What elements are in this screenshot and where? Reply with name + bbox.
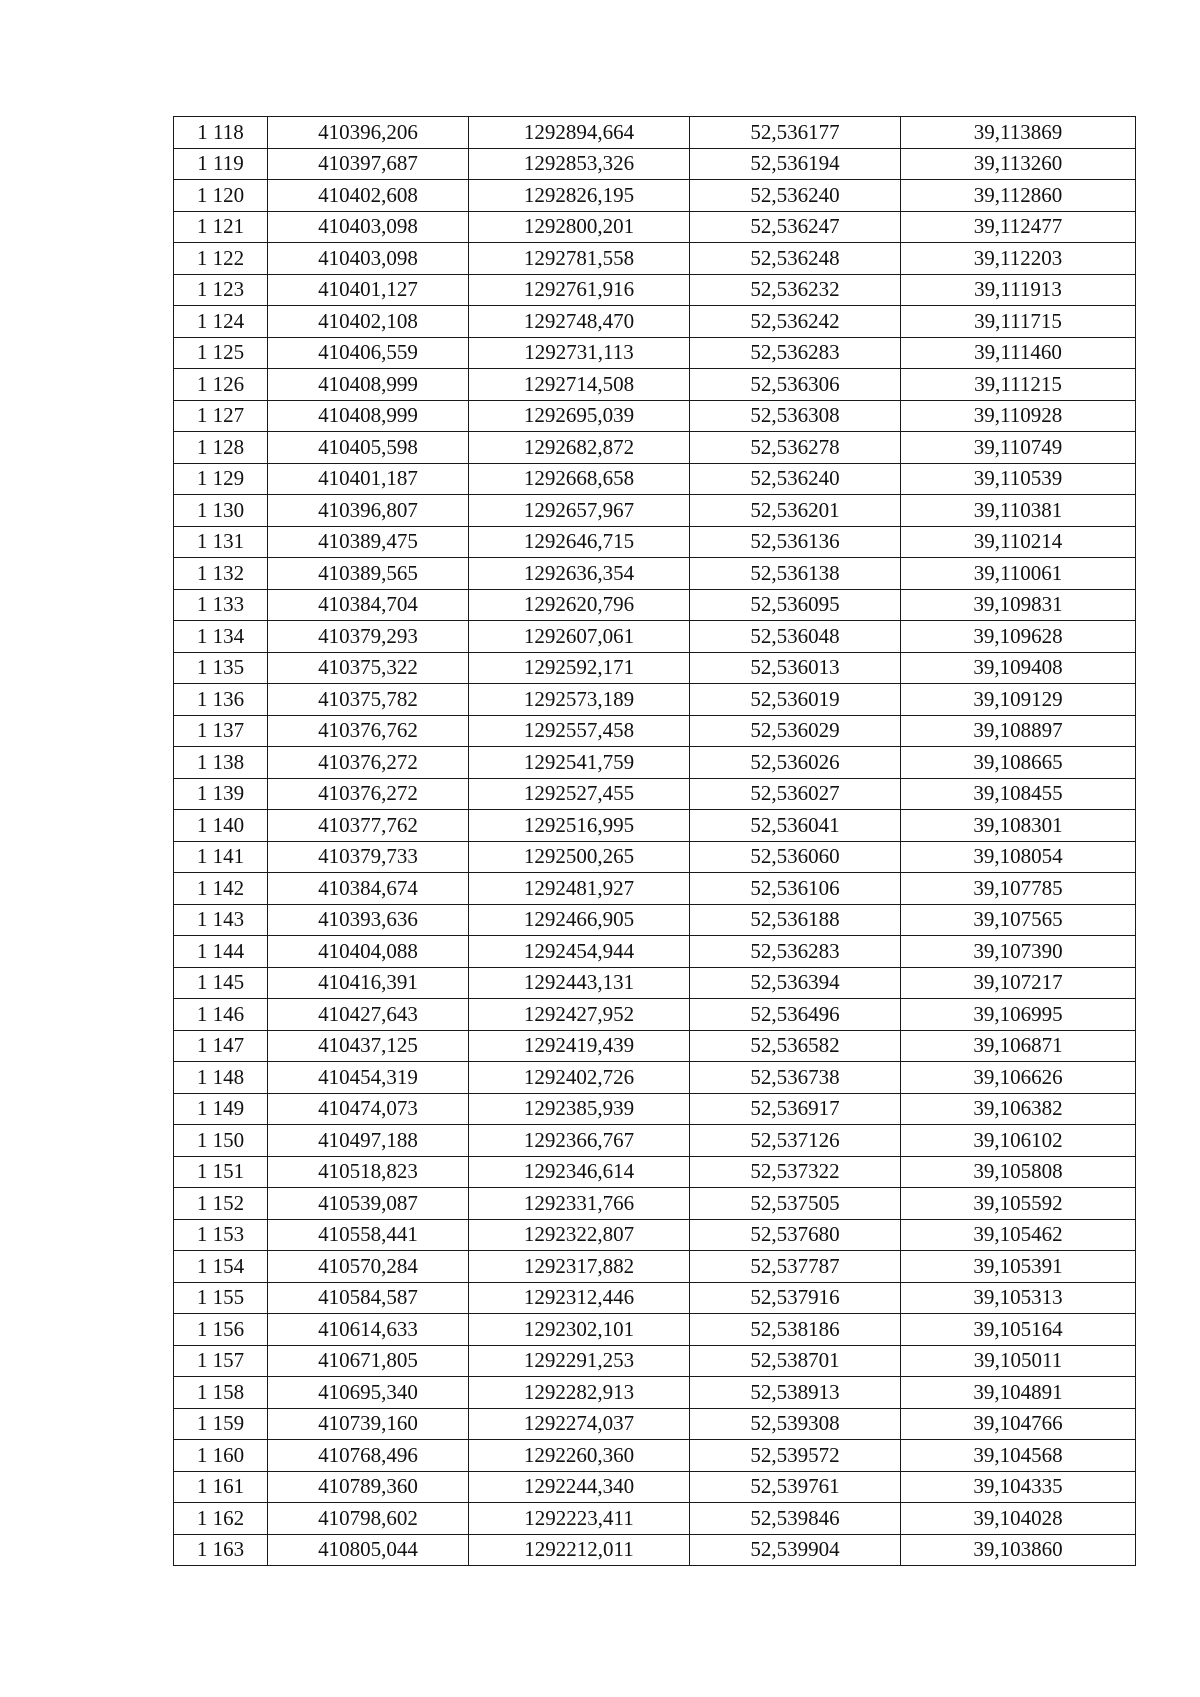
latitude-cell: 52,536029	[690, 715, 901, 747]
table-row	[174, 1377, 1136, 1409]
table-row	[174, 621, 1136, 653]
y-coordinate-cell: 1292657,967	[469, 495, 690, 527]
point-number-cell: 1 120	[174, 180, 268, 212]
y-coordinate-cell: 1292620,796	[469, 589, 690, 621]
y-coordinate-cell: 1292714,508	[469, 369, 690, 401]
table-row	[174, 967, 1136, 999]
longitude-cell: 39,108455	[901, 778, 1136, 810]
table-row	[174, 180, 1136, 212]
y-coordinate-cell: 1292212,011	[469, 1534, 690, 1566]
table-row	[174, 432, 1136, 464]
y-coordinate-cell: 1292695,039	[469, 400, 690, 432]
point-number-cell: 1 119	[174, 148, 268, 180]
latitude-cell: 52,536048	[690, 621, 901, 653]
longitude-cell: 39,111460	[901, 337, 1136, 369]
table-row	[174, 400, 1136, 432]
y-coordinate-cell: 1292427,952	[469, 999, 690, 1031]
point-number-cell: 1 136	[174, 684, 268, 716]
latitude-cell: 52,537680	[690, 1219, 901, 1251]
table-row	[174, 463, 1136, 495]
longitude-cell: 39,109408	[901, 652, 1136, 684]
longitude-cell: 39,107785	[901, 873, 1136, 905]
table-row	[174, 1440, 1136, 1472]
coordinates-table	[173, 116, 1136, 1566]
latitude-cell: 52,536013	[690, 652, 901, 684]
y-coordinate-cell: 1292274,037	[469, 1408, 690, 1440]
point-number-cell: 1 148	[174, 1062, 268, 1094]
longitude-cell: 39,104028	[901, 1503, 1136, 1535]
x-coordinate-cell: 410375,322	[268, 652, 469, 684]
x-coordinate-cell: 410454,319	[268, 1062, 469, 1094]
longitude-cell: 39,111715	[901, 306, 1136, 338]
table-row	[174, 1534, 1136, 1566]
table-row	[174, 274, 1136, 306]
x-coordinate-cell: 410584,587	[268, 1282, 469, 1314]
longitude-cell: 39,106871	[901, 1030, 1136, 1062]
x-coordinate-cell: 410401,127	[268, 274, 469, 306]
point-number-cell: 1 134	[174, 621, 268, 653]
y-coordinate-cell: 1292291,253	[469, 1345, 690, 1377]
longitude-cell: 39,113869	[901, 117, 1136, 149]
latitude-cell: 52,536496	[690, 999, 901, 1031]
x-coordinate-cell: 410402,608	[268, 180, 469, 212]
y-coordinate-cell: 1292682,872	[469, 432, 690, 464]
y-coordinate-cell: 1292302,101	[469, 1314, 690, 1346]
longitude-cell: 39,110539	[901, 463, 1136, 495]
longitude-cell: 39,109628	[901, 621, 1136, 653]
table-row	[174, 1471, 1136, 1503]
longitude-cell: 39,112477	[901, 211, 1136, 243]
table-row	[174, 243, 1136, 275]
y-coordinate-cell: 1292761,916	[469, 274, 690, 306]
latitude-cell: 52,536917	[690, 1093, 901, 1125]
longitude-cell: 39,106995	[901, 999, 1136, 1031]
table-row	[174, 1408, 1136, 1440]
point-number-cell: 1 131	[174, 526, 268, 558]
point-number-cell: 1 130	[174, 495, 268, 527]
longitude-cell: 39,105592	[901, 1188, 1136, 1220]
y-coordinate-cell: 1292282,913	[469, 1377, 690, 1409]
y-coordinate-cell: 1292322,807	[469, 1219, 690, 1251]
longitude-cell: 39,108665	[901, 747, 1136, 779]
x-coordinate-cell: 410437,125	[268, 1030, 469, 1062]
latitude-cell: 52,539308	[690, 1408, 901, 1440]
point-number-cell: 1 140	[174, 810, 268, 842]
x-coordinate-cell: 410389,565	[268, 558, 469, 590]
x-coordinate-cell: 410397,687	[268, 148, 469, 180]
longitude-cell: 39,105462	[901, 1219, 1136, 1251]
table-row	[174, 999, 1136, 1031]
y-coordinate-cell: 1292527,455	[469, 778, 690, 810]
y-coordinate-cell: 1292402,726	[469, 1062, 690, 1094]
table-row	[174, 337, 1136, 369]
y-coordinate-cell: 1292443,131	[469, 967, 690, 999]
y-coordinate-cell: 1292592,171	[469, 652, 690, 684]
y-coordinate-cell: 1292366,767	[469, 1125, 690, 1157]
longitude-cell: 39,105391	[901, 1251, 1136, 1283]
x-coordinate-cell: 410558,441	[268, 1219, 469, 1251]
point-number-cell: 1 129	[174, 463, 268, 495]
x-coordinate-cell: 410798,602	[268, 1503, 469, 1535]
latitude-cell: 52,539572	[690, 1440, 901, 1472]
latitude-cell: 52,536248	[690, 243, 901, 275]
x-coordinate-cell: 410402,108	[268, 306, 469, 338]
longitude-cell: 39,110928	[901, 400, 1136, 432]
table-row	[174, 1314, 1136, 1346]
y-coordinate-cell: 1292466,905	[469, 904, 690, 936]
latitude-cell: 52,537787	[690, 1251, 901, 1283]
table-row	[174, 652, 1136, 684]
y-coordinate-cell: 1292385,939	[469, 1093, 690, 1125]
y-coordinate-cell: 1292800,201	[469, 211, 690, 243]
x-coordinate-cell: 410614,633	[268, 1314, 469, 1346]
latitude-cell: 52,536242	[690, 306, 901, 338]
longitude-cell: 39,105164	[901, 1314, 1136, 1346]
longitude-cell: 39,111215	[901, 369, 1136, 401]
table-row	[174, 211, 1136, 243]
longitude-cell: 39,112203	[901, 243, 1136, 275]
table-row	[174, 306, 1136, 338]
longitude-cell: 39,107390	[901, 936, 1136, 968]
x-coordinate-cell: 410408,999	[268, 369, 469, 401]
latitude-cell: 52,536738	[690, 1062, 901, 1094]
y-coordinate-cell: 1292260,360	[469, 1440, 690, 1472]
point-number-cell: 1 139	[174, 778, 268, 810]
table-row	[174, 589, 1136, 621]
longitude-cell: 39,112860	[901, 180, 1136, 212]
latitude-cell: 52,539846	[690, 1503, 901, 1535]
longitude-cell: 39,106102	[901, 1125, 1136, 1157]
x-coordinate-cell: 410379,733	[268, 841, 469, 873]
point-number-cell: 1 150	[174, 1125, 268, 1157]
longitude-cell: 39,106382	[901, 1093, 1136, 1125]
y-coordinate-cell: 1292244,340	[469, 1471, 690, 1503]
point-number-cell: 1 118	[174, 117, 268, 149]
y-coordinate-cell: 1292312,446	[469, 1282, 690, 1314]
table-row	[174, 1062, 1136, 1094]
longitude-cell: 39,109129	[901, 684, 1136, 716]
y-coordinate-cell: 1292516,995	[469, 810, 690, 842]
longitude-cell: 39,104891	[901, 1377, 1136, 1409]
y-coordinate-cell: 1292607,061	[469, 621, 690, 653]
table-row	[174, 778, 1136, 810]
point-number-cell: 1 121	[174, 211, 268, 243]
latitude-cell: 52,538701	[690, 1345, 901, 1377]
x-coordinate-cell: 410376,272	[268, 747, 469, 779]
longitude-cell: 39,107565	[901, 904, 1136, 936]
x-coordinate-cell: 410539,087	[268, 1188, 469, 1220]
x-coordinate-cell: 410427,643	[268, 999, 469, 1031]
point-number-cell: 1 160	[174, 1440, 268, 1472]
y-coordinate-cell: 1292573,189	[469, 684, 690, 716]
x-coordinate-cell: 410389,475	[268, 526, 469, 558]
latitude-cell: 52,536194	[690, 148, 901, 180]
table-row	[174, 1093, 1136, 1125]
point-number-cell: 1 153	[174, 1219, 268, 1251]
latitude-cell: 52,536188	[690, 904, 901, 936]
longitude-cell: 39,113260	[901, 148, 1136, 180]
longitude-cell: 39,104568	[901, 1440, 1136, 1472]
y-coordinate-cell: 1292541,759	[469, 747, 690, 779]
table-row	[174, 936, 1136, 968]
latitude-cell: 52,536027	[690, 778, 901, 810]
latitude-cell: 52,538186	[690, 1314, 901, 1346]
latitude-cell: 52,536201	[690, 495, 901, 527]
latitude-cell: 52,536060	[690, 841, 901, 873]
table-row	[174, 1345, 1136, 1377]
longitude-cell: 39,108301	[901, 810, 1136, 842]
point-number-cell: 1 156	[174, 1314, 268, 1346]
longitude-cell: 39,110214	[901, 526, 1136, 558]
y-coordinate-cell: 1292454,944	[469, 936, 690, 968]
point-number-cell: 1 135	[174, 652, 268, 684]
point-number-cell: 1 127	[174, 400, 268, 432]
point-number-cell: 1 158	[174, 1377, 268, 1409]
y-coordinate-cell: 1292557,458	[469, 715, 690, 747]
x-coordinate-cell: 410739,160	[268, 1408, 469, 1440]
point-number-cell: 1 147	[174, 1030, 268, 1062]
y-coordinate-cell: 1292853,326	[469, 148, 690, 180]
table-row	[174, 1188, 1136, 1220]
longitude-cell: 39,104766	[901, 1408, 1136, 1440]
x-coordinate-cell: 410377,762	[268, 810, 469, 842]
table-row	[174, 1251, 1136, 1283]
y-coordinate-cell: 1292748,470	[469, 306, 690, 338]
y-coordinate-cell: 1292481,927	[469, 873, 690, 905]
table-row	[174, 747, 1136, 779]
longitude-cell: 39,107217	[901, 967, 1136, 999]
x-coordinate-cell: 410393,636	[268, 904, 469, 936]
latitude-cell: 52,536026	[690, 747, 901, 779]
x-coordinate-cell: 410403,098	[268, 243, 469, 275]
point-number-cell: 1 122	[174, 243, 268, 275]
y-coordinate-cell: 1292731,113	[469, 337, 690, 369]
latitude-cell: 52,536308	[690, 400, 901, 432]
x-coordinate-cell: 410518,823	[268, 1156, 469, 1188]
point-number-cell: 1 133	[174, 589, 268, 621]
table-row	[174, 810, 1136, 842]
point-number-cell: 1 159	[174, 1408, 268, 1440]
latitude-cell: 52,537505	[690, 1188, 901, 1220]
x-coordinate-cell: 410408,999	[268, 400, 469, 432]
point-number-cell: 1 132	[174, 558, 268, 590]
latitude-cell: 52,536041	[690, 810, 901, 842]
latitude-cell: 52,538913	[690, 1377, 901, 1409]
x-coordinate-cell: 410403,098	[268, 211, 469, 243]
x-coordinate-cell: 410789,360	[268, 1471, 469, 1503]
x-coordinate-cell: 410474,073	[268, 1093, 469, 1125]
latitude-cell: 52,537322	[690, 1156, 901, 1188]
x-coordinate-cell: 410375,782	[268, 684, 469, 716]
point-number-cell: 1 155	[174, 1282, 268, 1314]
latitude-cell: 52,536138	[690, 558, 901, 590]
x-coordinate-cell: 410671,805	[268, 1345, 469, 1377]
y-coordinate-cell: 1292826,195	[469, 180, 690, 212]
point-number-cell: 1 123	[174, 274, 268, 306]
table-row	[174, 1156, 1136, 1188]
point-number-cell: 1 154	[174, 1251, 268, 1283]
x-coordinate-cell: 410805,044	[268, 1534, 469, 1566]
point-number-cell: 1 126	[174, 369, 268, 401]
latitude-cell: 52,536283	[690, 936, 901, 968]
table-row	[174, 148, 1136, 180]
y-coordinate-cell: 1292223,411	[469, 1503, 690, 1535]
longitude-cell: 39,105313	[901, 1282, 1136, 1314]
latitude-cell: 52,536240	[690, 180, 901, 212]
latitude-cell: 52,536306	[690, 369, 901, 401]
x-coordinate-cell: 410376,272	[268, 778, 469, 810]
table-row	[174, 1503, 1136, 1535]
table-row	[174, 1219, 1136, 1251]
table-row	[174, 715, 1136, 747]
point-number-cell: 1 137	[174, 715, 268, 747]
point-number-cell: 1 124	[174, 306, 268, 338]
latitude-cell: 52,536136	[690, 526, 901, 558]
latitude-cell: 52,536232	[690, 274, 901, 306]
x-coordinate-cell: 410384,704	[268, 589, 469, 621]
latitude-cell: 52,536106	[690, 873, 901, 905]
y-coordinate-cell: 1292646,715	[469, 526, 690, 558]
x-coordinate-cell: 410695,340	[268, 1377, 469, 1409]
longitude-cell: 39,103860	[901, 1534, 1136, 1566]
latitude-cell: 52,539761	[690, 1471, 901, 1503]
table-row	[174, 1125, 1136, 1157]
x-coordinate-cell: 410376,762	[268, 715, 469, 747]
table-row	[174, 904, 1136, 936]
table-row	[174, 526, 1136, 558]
coordinates-table-body	[174, 117, 1136, 1566]
latitude-cell: 52,539904	[690, 1534, 901, 1566]
point-number-cell: 1 146	[174, 999, 268, 1031]
longitude-cell: 39,106626	[901, 1062, 1136, 1094]
longitude-cell: 39,110061	[901, 558, 1136, 590]
longitude-cell: 39,108054	[901, 841, 1136, 873]
longitude-cell: 39,108897	[901, 715, 1136, 747]
latitude-cell: 52,536582	[690, 1030, 901, 1062]
point-number-cell: 1 143	[174, 904, 268, 936]
table-row	[174, 369, 1136, 401]
latitude-cell: 52,536283	[690, 337, 901, 369]
latitude-cell: 52,536247	[690, 211, 901, 243]
y-coordinate-cell: 1292781,558	[469, 243, 690, 275]
table-row	[174, 1030, 1136, 1062]
x-coordinate-cell: 410379,293	[268, 621, 469, 653]
x-coordinate-cell: 410384,674	[268, 873, 469, 905]
point-number-cell: 1 161	[174, 1471, 268, 1503]
y-coordinate-cell: 1292331,766	[469, 1188, 690, 1220]
x-coordinate-cell: 410404,088	[268, 936, 469, 968]
x-coordinate-cell: 410768,496	[268, 1440, 469, 1472]
x-coordinate-cell: 410401,187	[268, 463, 469, 495]
point-number-cell: 1 144	[174, 936, 268, 968]
longitude-cell: 39,104335	[901, 1471, 1136, 1503]
point-number-cell: 1 163	[174, 1534, 268, 1566]
table-row	[174, 684, 1136, 716]
longitude-cell: 39,105011	[901, 1345, 1136, 1377]
x-coordinate-cell: 410396,206	[268, 117, 469, 149]
y-coordinate-cell: 1292419,439	[469, 1030, 690, 1062]
point-number-cell: 1 152	[174, 1188, 268, 1220]
longitude-cell: 39,110381	[901, 495, 1136, 527]
point-number-cell: 1 128	[174, 432, 268, 464]
latitude-cell: 52,536019	[690, 684, 901, 716]
latitude-cell: 52,536095	[690, 589, 901, 621]
latitude-cell: 52,537916	[690, 1282, 901, 1314]
table-row	[174, 117, 1136, 149]
table-row	[174, 558, 1136, 590]
y-coordinate-cell: 1292668,658	[469, 463, 690, 495]
x-coordinate-cell: 410396,807	[268, 495, 469, 527]
point-number-cell: 1 138	[174, 747, 268, 779]
x-coordinate-cell: 410570,284	[268, 1251, 469, 1283]
point-number-cell: 1 149	[174, 1093, 268, 1125]
y-coordinate-cell: 1292636,354	[469, 558, 690, 590]
latitude-cell: 52,537126	[690, 1125, 901, 1157]
table-row	[174, 873, 1136, 905]
y-coordinate-cell: 1292894,664	[469, 117, 690, 149]
x-coordinate-cell: 410497,188	[268, 1125, 469, 1157]
longitude-cell: 39,105808	[901, 1156, 1136, 1188]
longitude-cell: 39,109831	[901, 589, 1136, 621]
latitude-cell: 52,536278	[690, 432, 901, 464]
y-coordinate-cell: 1292317,882	[469, 1251, 690, 1283]
y-coordinate-cell: 1292346,614	[469, 1156, 690, 1188]
x-coordinate-cell: 410405,598	[268, 432, 469, 464]
point-number-cell: 1 151	[174, 1156, 268, 1188]
longitude-cell: 39,111913	[901, 274, 1136, 306]
latitude-cell: 52,536394	[690, 967, 901, 999]
x-coordinate-cell: 410416,391	[268, 967, 469, 999]
point-number-cell: 1 157	[174, 1345, 268, 1377]
latitude-cell: 52,536177	[690, 117, 901, 149]
point-number-cell: 1 145	[174, 967, 268, 999]
point-number-cell: 1 141	[174, 841, 268, 873]
x-coordinate-cell: 410406,559	[268, 337, 469, 369]
table-row	[174, 495, 1136, 527]
point-number-cell: 1 125	[174, 337, 268, 369]
table-row	[174, 841, 1136, 873]
y-coordinate-cell: 1292500,265	[469, 841, 690, 873]
longitude-cell: 39,110749	[901, 432, 1136, 464]
point-number-cell: 1 142	[174, 873, 268, 905]
latitude-cell: 52,536240	[690, 463, 901, 495]
point-number-cell: 1 162	[174, 1503, 268, 1535]
table-row	[174, 1282, 1136, 1314]
